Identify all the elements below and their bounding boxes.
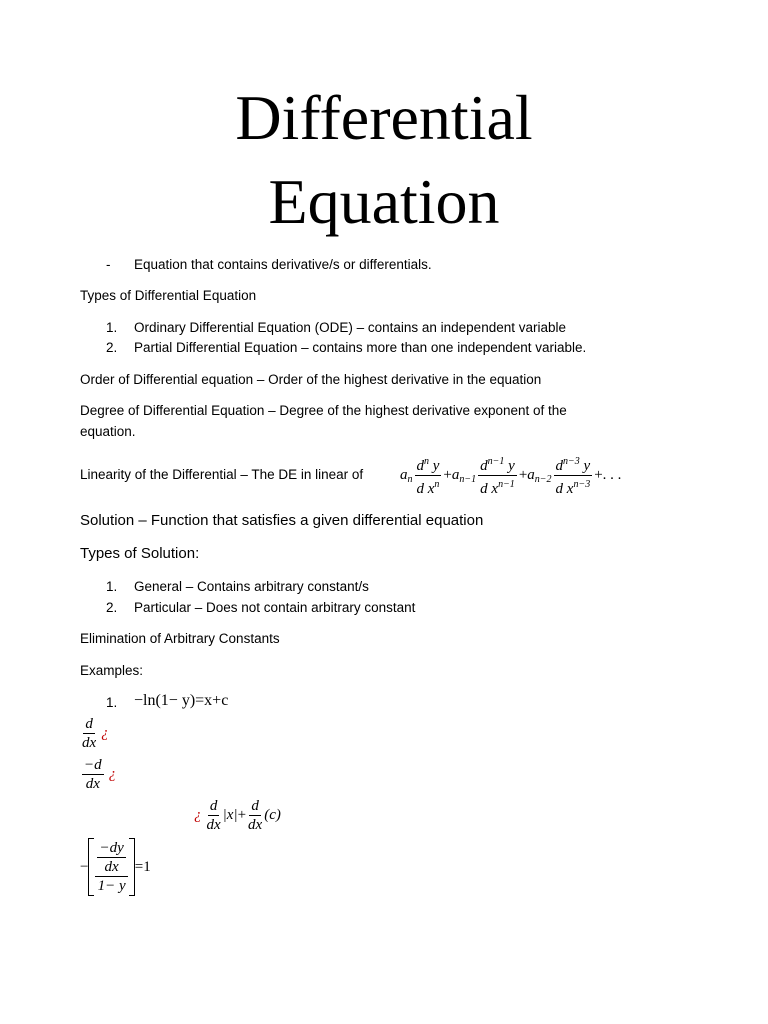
frac-den: dx: [85, 776, 100, 792]
types-item-1-text: Ordinary Differential Equation (ODE) – contains an independent variable: [134, 320, 566, 335]
derivative-step-3: [194, 798, 281, 833]
inverted-question-mark: ¿: [101, 725, 109, 741]
equals-one: =1: [134, 858, 151, 875]
solution-type-2-num: 2.: [106, 600, 118, 615]
frac-num: d: [251, 798, 259, 814]
types-item-2-num: 2.: [106, 340, 118, 355]
derivative-step-2: [80, 757, 116, 792]
plus-sign: +: [237, 807, 247, 823]
frac-num: d: [209, 798, 218, 814]
page-title-line2: Equation: [268, 166, 500, 237]
page-title-line1: Differential: [235, 82, 533, 153]
frac-num: −dy: [99, 840, 124, 856]
types-item-1-num: 1.: [106, 320, 118, 335]
derivative-step-4: [80, 838, 151, 896]
frac-num: d: [85, 716, 93, 732]
solution-type-1-num: 1.: [106, 579, 118, 594]
example-1-num: 1.: [106, 695, 118, 710]
elimination-heading: Elimination of Arbitrary Constants: [80, 631, 280, 646]
types-heading: Types of Differential Equation: [80, 288, 257, 303]
inverted-question-mark: ¿: [108, 766, 117, 782]
formula-ellipsis: +. . .: [594, 467, 622, 483]
abs-x: |x|: [222, 807, 238, 823]
solution-types-heading: Types of Solution:: [80, 545, 200, 562]
linearity-definition: Linearity of the Differential – The DE in linear of: [80, 467, 364, 482]
frac-den: 1− y: [97, 878, 126, 894]
examples-heading: Examples:: [80, 663, 144, 678]
frac-den: dx: [104, 859, 119, 875]
degree-definition-line1: Degree of Differential Equation – Degree of the highest derivative exponent of the: [80, 403, 567, 418]
order-definition: Order of Differential equation – Order of the highest derivative in the equation: [80, 372, 542, 387]
square-bracket: [88, 838, 134, 896]
frac-den: dx: [206, 817, 221, 833]
linear-de-formula: $a_n$ $\frac{d^n y}{d x^n}$ + $a_{n-1}$ $\frac{d^{n-1} y}{d x^{n-1}}$ + $a_{n-2}$ $\frac{d^{n-3} y}{d x^{n-3}}$ +. . .: [400, 456, 622, 497]
degree-definition-line2: equation.: [80, 424, 136, 439]
solution-type-1-text: General – Contains arbitrary constant/s: [134, 579, 369, 594]
frac-den: dx: [248, 817, 263, 833]
inverted-question-mark: ¿: [194, 807, 202, 823]
paren-c: (c): [264, 807, 281, 823]
minus-sign: −: [80, 858, 89, 875]
definition-text: Equation that contains derivative/s or differentials.: [134, 257, 432, 272]
types-item-2-text: Partial Differential Equation – contains more than one independent variable.: [134, 340, 587, 355]
frac-num: −d: [84, 757, 102, 773]
solution-type-2-text: Particular – Does not contain arbitrary constant: [134, 600, 416, 615]
example-1-equation: −ln(1− y)=x+c: [134, 692, 229, 709]
derivative-step-1: [80, 716, 109, 751]
solution-definition: Solution – Function that satisfies a given differential equation: [80, 512, 484, 529]
frac-den: dx: [82, 735, 97, 751]
definition-bullet: -: [106, 257, 111, 272]
